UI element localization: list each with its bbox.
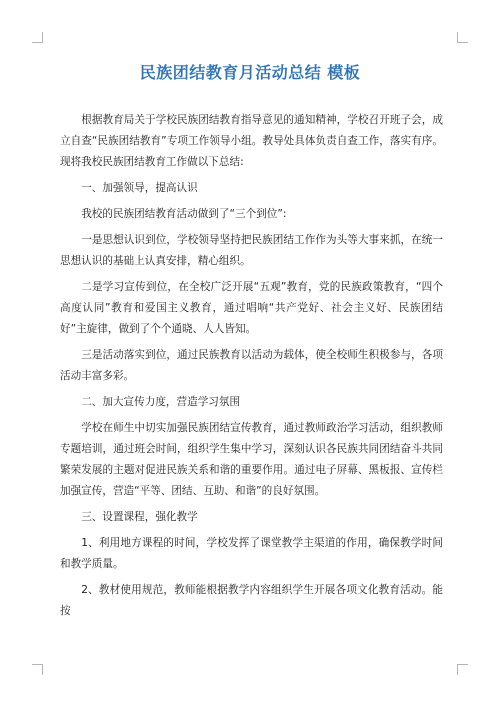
paragraph-intro: 根据教育局关于学校民族团结教育指导意见的通知精神，学校召开班子会，成立自查“民族团结教育”专项工作领导小组。教导处具体负责自查工作，落实有序。现将我校民族团结教育工作做以下总结: (60, 114, 443, 168)
section-heading-2: 二、加大宣传力度，营造学习氛围 (81, 396, 241, 408)
crop-mark-bottom-left (32, 664, 43, 675)
paragraph: 二是学习宣传到位，在全校广泛开展“五观”教育，党的民族政策教育，“四个高度认同”教育和爱国主义教育，通过唱响“共产党好、社会主义好、民族团结好”主旋律，做到了个个通晓、人人皆知。 (60, 281, 443, 335)
crop-mark-bottom-right (457, 664, 468, 675)
paragraph: 一是思想认识到位，学校领导坚持把民族团结工作作为头等大事来抓，在统一思想认识的基础上认真安排，精心组织。 (60, 234, 443, 267)
section-heading-3: 三、设置课程，强化教学 (81, 511, 198, 523)
document-body (60, 110, 443, 627)
document-title: 民族团结教育月活动总结 模板 (139, 63, 361, 82)
paragraph: 我校的民族团结教育活动做到了“三个到位”: (81, 208, 287, 220)
crop-mark-top-right (457, 32, 468, 43)
paragraph: 1、利用地方课程的时间，学校发挥了课堂教学主渠道的作用，确保教学时间和教学质量。 (60, 537, 443, 570)
paragraph: 三是活动落实到位，通过民族教育以活动为载体，使全校师生积极参与，各项活动丰富多彩。 (60, 349, 443, 382)
paragraph: 2、教材使用规范，教师能根据教学内容组织学生开展各项文化教育活动。能按 (60, 584, 443, 617)
paragraph: 学校在师生中切实加强民族团结宣传教育，通过教师政治学习活动，组织教师专题培训，通过班会时间，组织学生集中学习，深刻认识各民族共同团结奋斗共同繁荣发展的主题对促进民族关系和谐的重要作用。通过电子屏幕、黑板报、宣传栏加强宣传，营造“平等、团结、互助、和谐”的良好氛围。 (60, 422, 443, 497)
crop-mark-top-left (32, 32, 43, 43)
section-heading-1: 一、加强领导，提高认识 (81, 182, 198, 194)
